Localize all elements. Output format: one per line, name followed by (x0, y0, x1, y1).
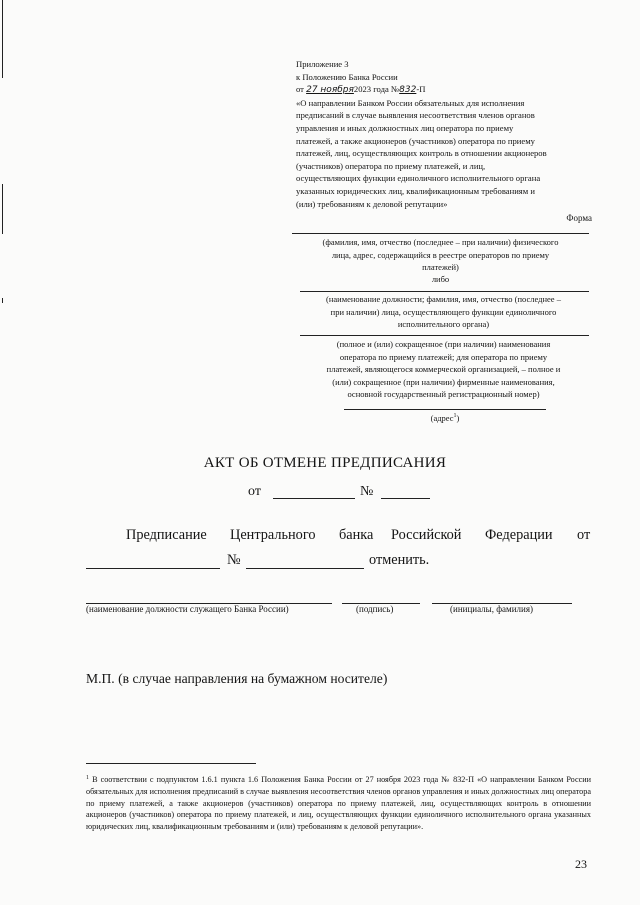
footnote (86, 773, 591, 833)
addressee-operator-caption: (полное и (или) сокращенное (при наличии) наименования оператора по приему платежей; для оператора по приему платежей, являющегося коммерческой организацией, – полное и (или) сокращенное (при наличии) фирменные наименования, основной государственный регистрационный номер) (326, 339, 561, 399)
order-number-label: № (227, 552, 241, 568)
appendix-title-line: платежей, лиц, осуществляющих контроль в отношении акционеров (296, 148, 547, 159)
addressee-position-line (300, 291, 589, 292)
addressee-position-caption: (наименование должности; фамилия, имя, отчество (последнее – при наличии) лица, осуществляющего функции единоличного исполнительного органа) (326, 294, 561, 329)
appendix-title-line: предписаний в случае выявления несоответствия членов органов (296, 110, 535, 121)
act-number-label: № (360, 484, 374, 499)
footnote-marker: 1 (86, 775, 89, 781)
appendix-reference: к Положению Банка России (296, 71, 398, 82)
addressee-individual-caption: (фамилия, имя, отчество (последнее – при наличии) физического лица, адрес, содержащийся в реестре операторов по приему платежей) (322, 237, 559, 272)
body-word: Предписание (126, 527, 207, 543)
appendix-title-line: управления и иных должностных лиц оператора по приему (296, 122, 514, 133)
act-title: АКТ ОБ ОТМЕНЕ ПРЕДПИСАНИЯ (203, 455, 447, 471)
body-word: Центрального (230, 527, 316, 543)
name-caption: (инициалы, фамилия) (450, 604, 533, 614)
appendix-number: Приложение 3 (296, 59, 349, 69)
signature-caption: (подпись) (356, 604, 394, 614)
footnote-text: В соответствии с подпунктом 1.6.1 пункта 1.6 Положения Банка России от 27 ноября 2023 года № 832-П «О направлении Банком России обязательных для исполнения предписаний в случае выявления несоответствия членов органов управления и иных должностных лиц оператора по приему платежей, а также акционеров (участников) оператора по приему платежей, лиц, осуществляющих контроль в отношении акционеров (участников) оператора по приему платежей, и лиц, осуществляющих функции единоличного исполнительного органа указанных юридических лиц, квалификационным требованиям и (или) требованиям к деловой репутации». (86, 775, 591, 832)
scan-edge-mark (2, 184, 3, 234)
page-number: 23 (575, 857, 587, 871)
addressee-name-line (292, 233, 589, 234)
appendix-title-line: осуществляющих функции единоличного исполнительного органа (296, 173, 541, 184)
appendix-title-line: (или) требованиям к деловой репутации» (296, 198, 448, 209)
scan-edge-mark (2, 298, 3, 303)
act-number-field[interactable] (381, 498, 430, 499)
scan-edge-mark (2, 0, 3, 78)
stamp-note: М.П. (в случае направления на бумажном носителе) (86, 671, 388, 686)
form-label: Форма (566, 213, 592, 223)
position-caption: (наименование должности служащего Банка России) (86, 604, 289, 614)
order-date-field[interactable] (86, 568, 220, 569)
address-caption: (адрес$^1$) (430, 412, 460, 423)
appendix-title-line: «О направлении Банком России обязательных для исполнения (296, 97, 525, 108)
appendix-title-line: платежей, а также акционеров (участников) оператора по приему (296, 135, 535, 146)
body-word: банка (339, 527, 374, 543)
handwritten-date: 27 ноября (306, 85, 354, 96)
cancel-word: отменить. (369, 552, 430, 568)
addressee-operator-line (300, 335, 589, 336)
handwritten-number: 832 (399, 85, 417, 96)
body-word: от (577, 527, 591, 543)
appendix-title-line: указанных юридических лиц, квалификационным требованиям и (296, 185, 535, 196)
or-label: либо (431, 274, 450, 284)
act-date-field[interactable] (273, 498, 355, 499)
act-date-label: от (248, 484, 261, 499)
footnote-separator (86, 763, 256, 764)
appendix-header (296, 58, 600, 210)
order-number-field[interactable] (246, 568, 364, 569)
body-word: Федерации (485, 527, 553, 543)
appendix-date-line: от 27 ноября2023 года №832-П (296, 84, 426, 96)
appendix-title-line: (участников) оператора по приему платежей, и лиц, (296, 160, 486, 171)
body-word: Российской (391, 527, 462, 543)
footnote-ref: 1 (453, 413, 457, 419)
